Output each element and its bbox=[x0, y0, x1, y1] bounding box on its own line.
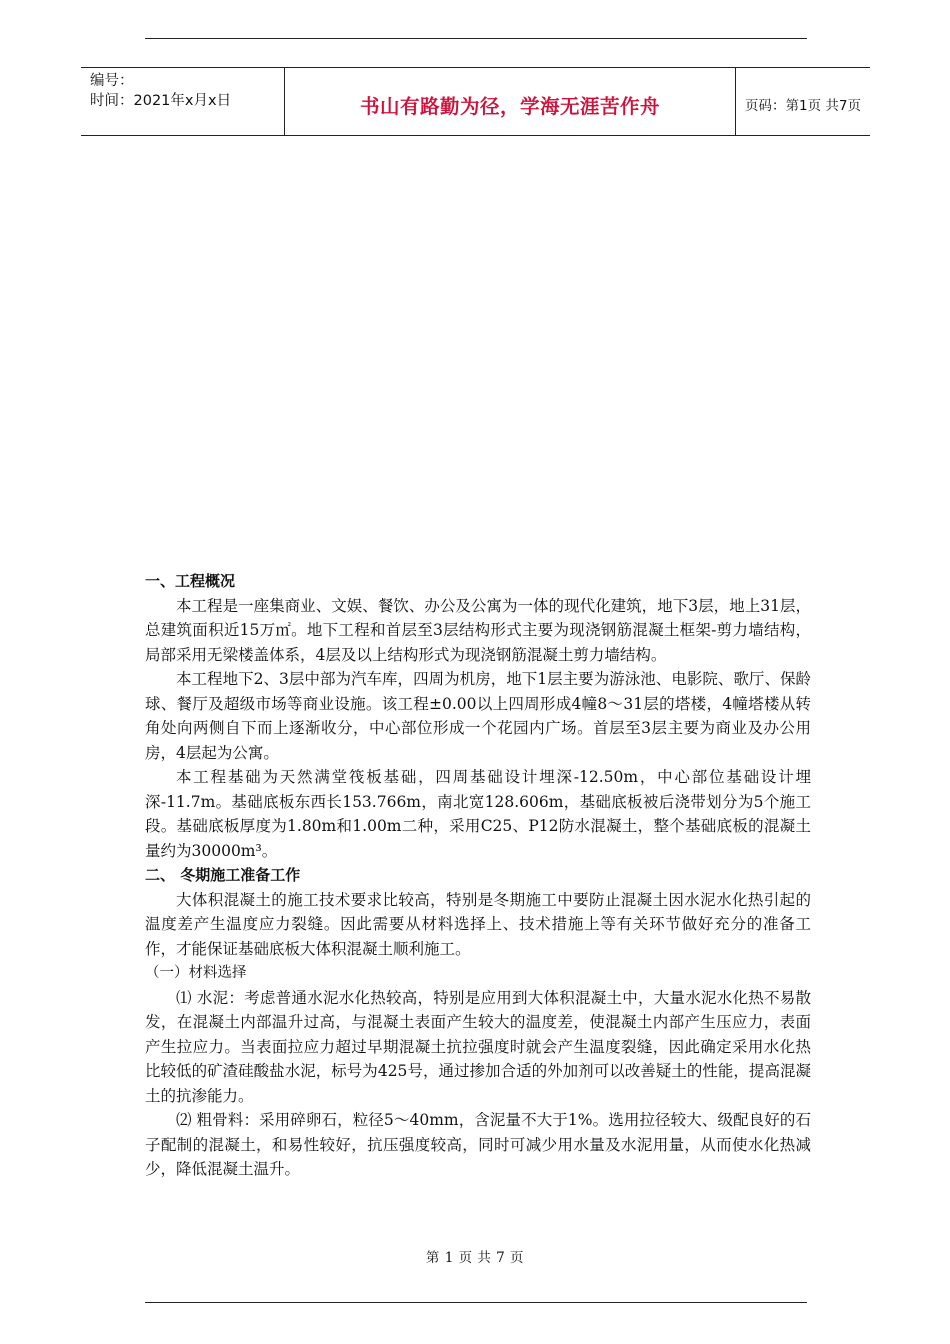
list-item-cement: ⑴ 水泥：考虑普通水泥水化热较高，特别是应用到大体积混凝土中，大量水泥水化热不易散发，在混凝土内部温升过高，与混凝土表面产生较大的温度差，使混凝土内部产生压应力，表面产生拉应力。当表面拉应力超过早期混凝土抗拉强度时就会产生温度裂缝，因此确定采用水化热比较低的矿渣硅酸盐水泥，标号为425号，通过掺加合适的外加剂可以改善疑土的性能，提高混凝土的抗渗能力。 bbox=[145, 988, 811, 1105]
header-table bbox=[81, 67, 870, 136]
list-item-aggregate: ⑵ 粗骨料：采用碎卵石，粒径5～40mm，含泥量不大于1%。选用拉径较大、级配良好的石子配制的混凝土，和易性较好，抗压强度较高，同时可减少用水量及水泥用量，从而使水化热减少，降低混凝土温升。 bbox=[145, 1111, 811, 1178]
bottom-rule bbox=[145, 1302, 807, 1303]
header-left-cell bbox=[81, 68, 284, 135]
section-heading-winter-prep: 二、 冬期施工准备工作 bbox=[145, 866, 301, 884]
top-rule bbox=[145, 38, 807, 39]
subsection-heading-materials: （一）材料选择 bbox=[145, 965, 247, 981]
page-footer: 第 1 页 共 7 页 bbox=[425, 1250, 525, 1266]
document-body bbox=[145, 569, 811, 1182]
paragraph: 大体积混凝土的施工技术要求比较高，特别是冬期施工中要防止混凝土因水泥水化热引起的温度差产生温度应力裂缝。因此需要从材料选择上、技术措施上等有关环节做好充分的准备工作，才能保证基础底板大体积混凝土顺利施工。 bbox=[145, 890, 811, 958]
paragraph: 本工程基础为天然满堂筏板基础，四周基础设计埋深-12.50m，中心部位基础设计埋深-11.7m。基础底板东西长153.766m，南北宽128.606m，基础底板被后浇带划分为5个施工段。基础底板厚度为1.80m和1.00m二种，采用C25、P12防水混凝土，整个基础底板的混凝土量约为30000m³。 bbox=[145, 768, 811, 860]
header-motto: 书山有路勤为径，学海无涯苦作舟 bbox=[284, 68, 736, 135]
section-heading-overview: 一、工程概况 bbox=[145, 572, 236, 590]
document-number-label: 编号： bbox=[90, 73, 134, 89]
paragraph: 本工程是一座集商业、文娱、餐饮、办公及公寓为一体的现代化建筑，地下3层，地上31层，总建筑面积近15万㎡。地下工程和首层至3层结构形式主要为现浇钢筋混凝土框架-剪力墙结构，局部采用无梁楼盖体系，4层及以上结构形式为现浇钢筋混凝土剪力墙结构。 bbox=[145, 596, 811, 664]
paragraph: 本工程地下2、3层中部为汽车库，四周为机房，地下1层主要为游泳池、电影院、歌厅、保龄球、餐厅及超级市场等商业设施。该工程±0.00以上四周形成4幢8～31层的塔楼，4幢塔楼从转角处向两侧自下而上逐渐收分，中心部位形成一个花园内广场。首层至3层主要为商业及办公用房，4层起为公寓。 bbox=[145, 670, 811, 762]
document-time-label: 时间：2021年x月x日 bbox=[90, 93, 232, 109]
header-page-info: 页码：第1页 共7页 bbox=[745, 97, 861, 114]
